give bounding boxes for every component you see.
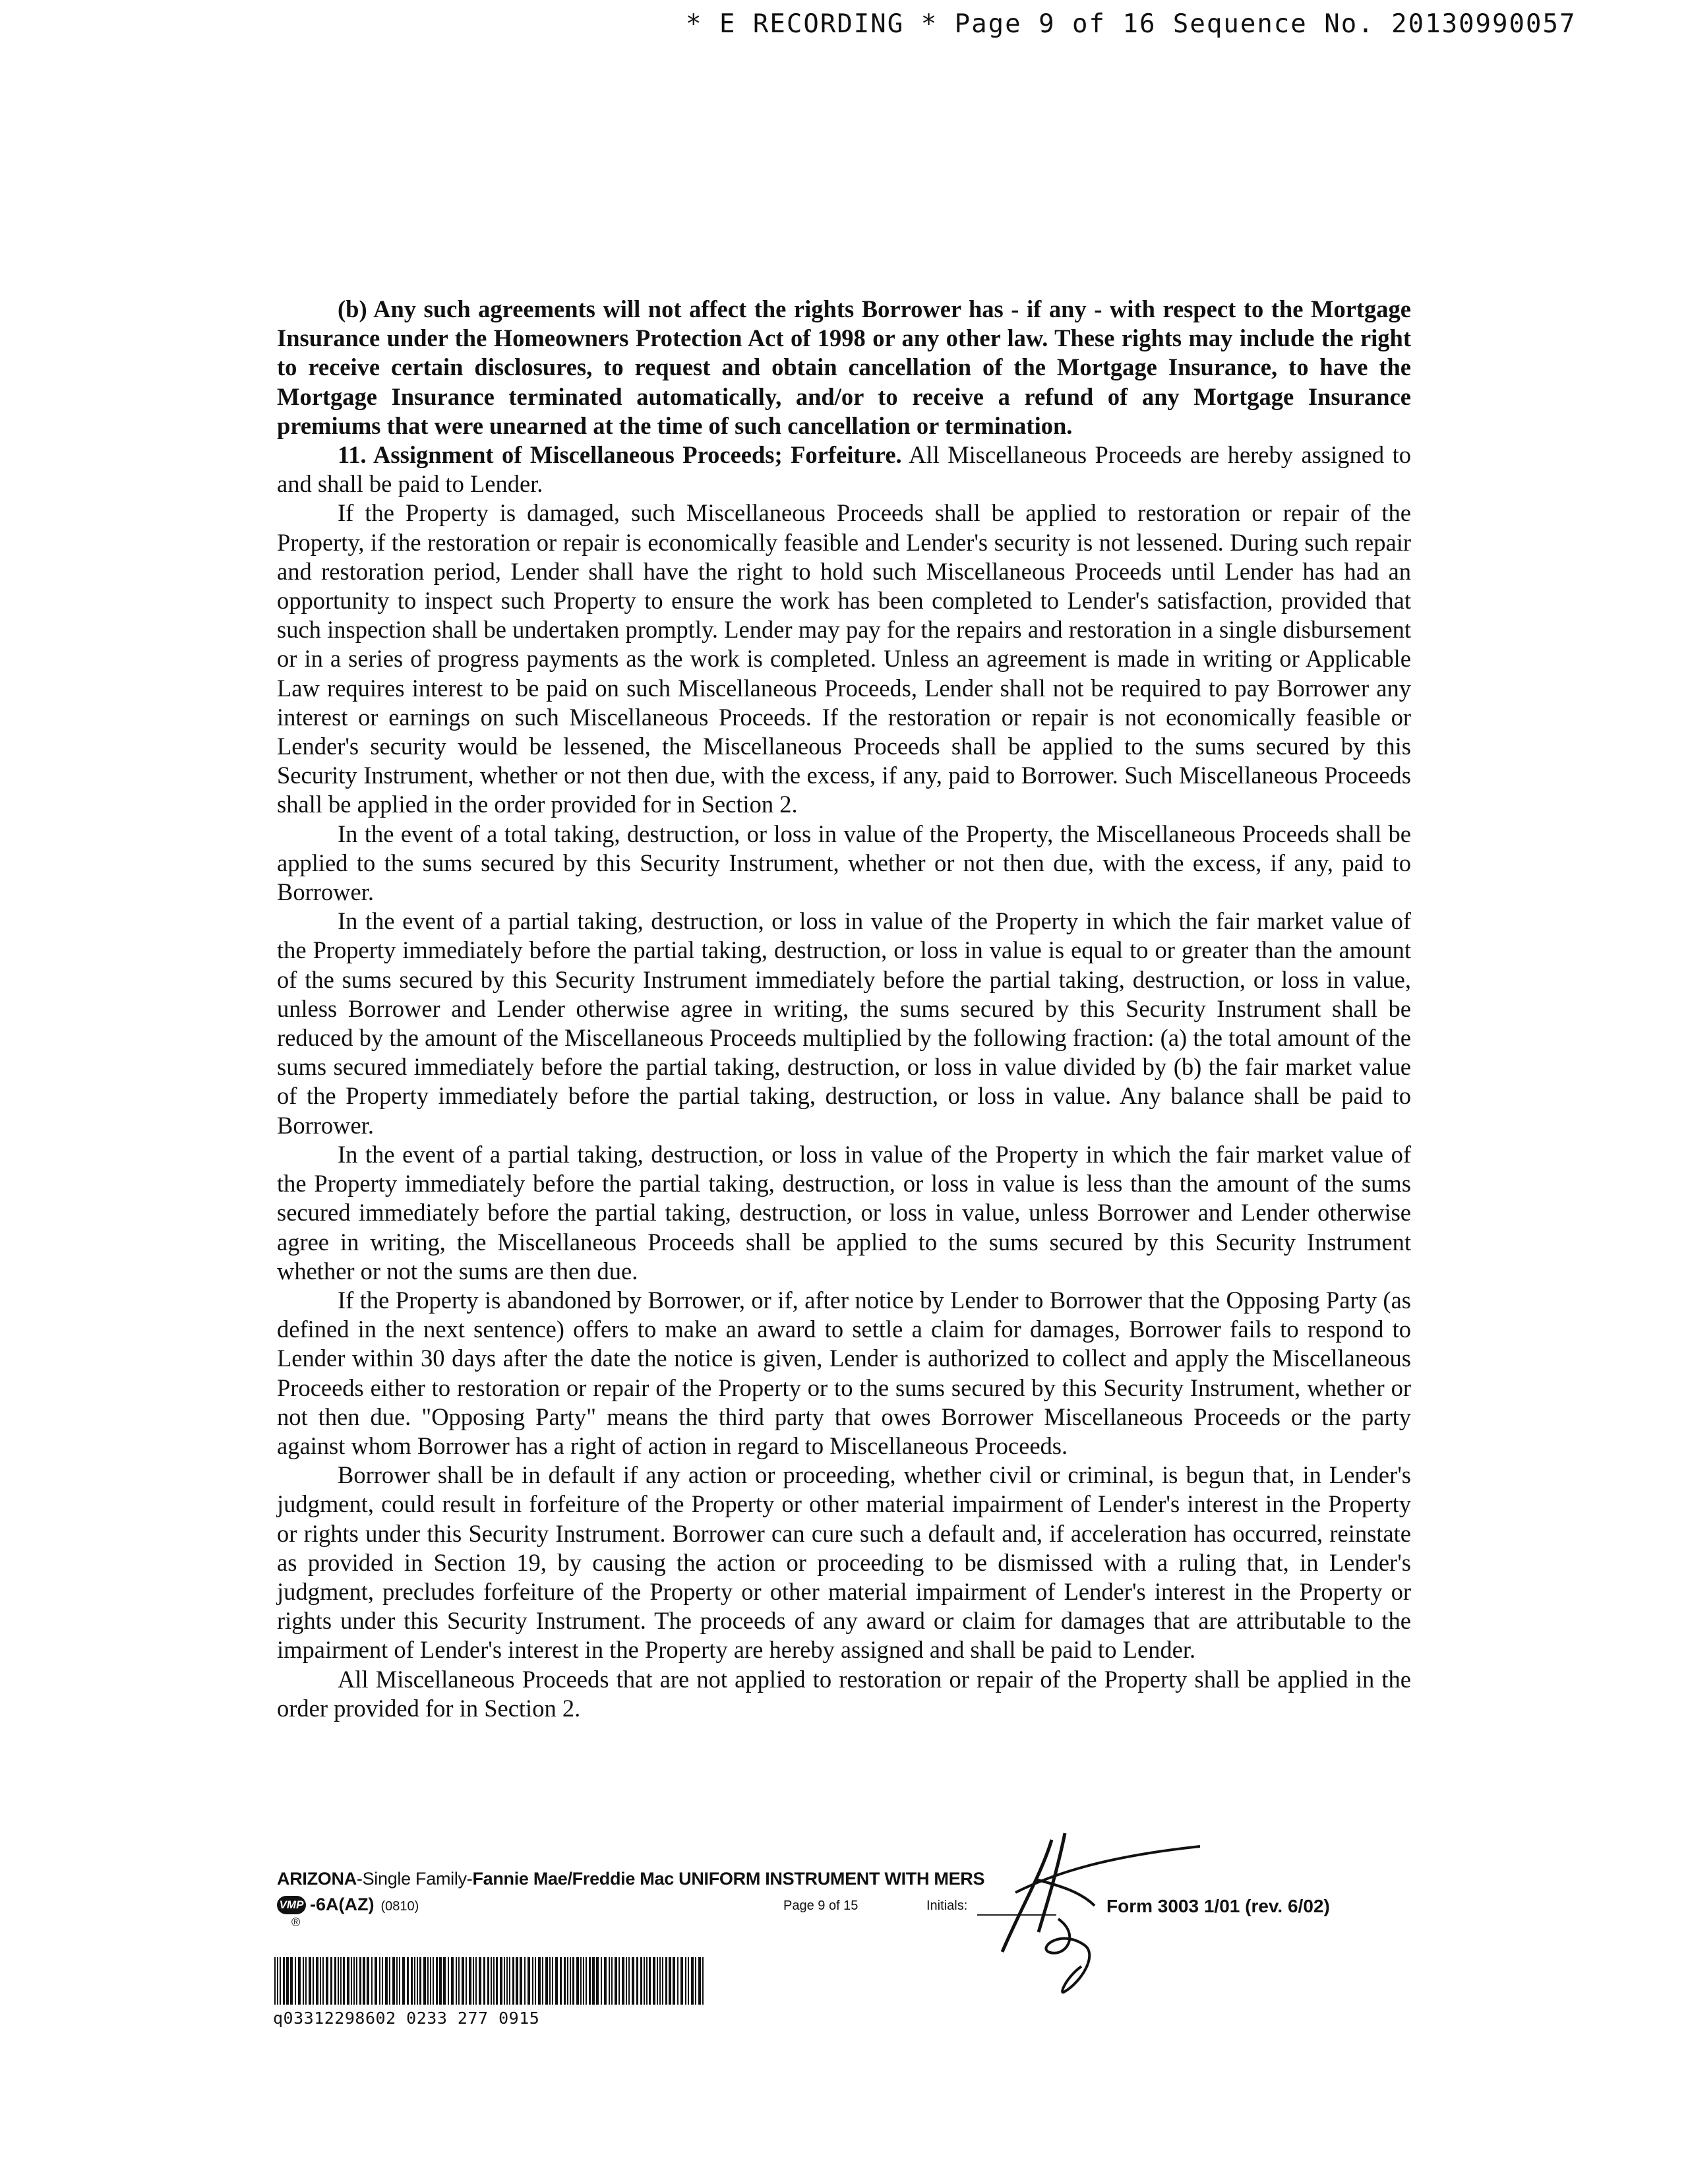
paragraph: If the Property is damaged, such Miscellaneous Proceeds shall be applied to restoration or repair of the Property, if the restoration or repair is economically feasible and Lender's security is not lessened. During such repair and restoration period, Lender shall have the right to hold such Miscellaneous Proceeds until Lender has had an opportunity to inspect such Property to ensure the work has been completed to Lender's satisfaction, provided that such inspection shall be undertaken promptly. Lender may pay for the repairs and restoration in a single disbursement or in a series of progress payments as the work is completed. Unless an agreement is made in writing or Applicable Law requires interest to be paid on such Miscellaneous Proceeds, Lender shall not be required to pay Borrower any interest or earnings on such Miscellaneous Proceeds. If the restoration or repair is not economically feasible or Lender's security would be lessened, the Miscellaneous Proceeds shall be applied to the sums secured by this Security Instrument, whether or not then due, with the excess, if any, paid to Borrower. Such Miscellaneous Proceeds shall be applied in the order provided for in Section 2. [277, 499, 1411, 818]
barcode-bar [451, 1957, 454, 2005]
document-body [277, 295, 1411, 1723]
form-title [277, 1869, 1411, 1889]
barcode-bar [305, 1957, 307, 2005]
barcode-bar [399, 1957, 400, 2005]
barcode-bar [512, 1957, 514, 2005]
barcode-bar [644, 1957, 645, 2005]
barcode-number: q03312298602 0233 277 0915 [273, 2009, 540, 2028]
footer-state: ARIZONA [277, 1869, 357, 1889]
barcode-bar [479, 1957, 481, 2005]
barcode-bar [379, 1957, 380, 2005]
barcode-bar [338, 1957, 339, 2005]
barcode-bar [290, 1957, 293, 2005]
paragraph: Borrower shall be in default if any action or proceeding, whether civil or criminal, is begun that, in Lender's judgment, could result in forfeiture of the Property or other material impairment of Lender's interest in the Property or rights under this Security Instrument. Borrower can cure such a default and, if acceleration has occurred, reinstate as provided in Section 19, by causing the action or proceeding to be dismissed with a ruling that, in Lender's judgment, precludes forfeiture of the Property or other material impairment of Lender's interest in the Property or rights under this Security Instrument. The proceeds of any award or claim for damages that are attributable to the impairment of Lender's interest in the Property are hereby assigned and shall be paid to Lender. [277, 1461, 1411, 1664]
barcode-bar [685, 1957, 686, 2005]
barcode-bar [576, 1957, 579, 2005]
form-meta [277, 1893, 1411, 1939]
barcode-bar [528, 1957, 530, 2005]
barcode-bar [506, 1957, 508, 2005]
barcode-bar [532, 1957, 533, 2005]
barcode-bar [592, 1957, 595, 2005]
barcode-bar [549, 1957, 551, 2005]
barcode [273, 1957, 709, 2005]
section-11-intro: All Miscellaneous Proceeds are hereby assigned to and shall be paid to Lender. [277, 441, 1411, 498]
barcode-bar [649, 1957, 651, 2005]
paragraph: If the Property is abandoned by Borrower, or if, after notice by Lender to Borrower that the Opposing Party (as defined in the next sentence) offers to make an award to settle a claim for damages, Borrower fails to respond to Lender within 30 days after the date the notice is given, Lender is authorized to collect and apply the Miscellaneous Proceeds either to restoration or repair of the Property or to the sums secured by this Security Instrument, whether or not then due. "Opposing Party" means the third party that owes Borrower Miscellaneous Proceeds or the party against whom Borrower has a right of action in regard to Miscellaneous Proceeds. [277, 1286, 1411, 1459]
barcode-bar [691, 1957, 694, 2005]
barcode-bar [466, 1957, 467, 2005]
barcode-bar [443, 1957, 446, 2005]
barcode-bar [439, 1957, 442, 2005]
footer-family: -Single Family- [356, 1869, 473, 1889]
barcode-bar [277, 1957, 278, 2005]
barcode-bar [371, 1957, 373, 2005]
barcode-bar [665, 1957, 667, 2005]
barcode-bar [657, 1957, 658, 2005]
barcode-bar [483, 1957, 485, 2005]
barcode-bar [280, 1957, 281, 2005]
section-11 [277, 440, 1411, 499]
barcode-bar [367, 1957, 369, 2005]
barcode-bar [396, 1957, 398, 2005]
barcode-bar [423, 1957, 426, 2005]
footer-agencies: Fannie Mae/Freddie Mac [472, 1869, 674, 1889]
barcode-bar [609, 1957, 610, 2005]
paragraph: In the event of a total taking, destruction, or loss in value of the Property, the Miscellaneous Proceeds shall be applied to the sums secured by this Security Instrument, whether or not then due, with the excess, if any, paid to Borrower. [277, 820, 1411, 906]
barcode-bar [520, 1957, 522, 2005]
footer-instrument: UNIFORM INSTRUMENT WITH MERS [673, 1869, 985, 1889]
barcode-bar [618, 1957, 620, 2005]
barcode-bar [688, 1957, 689, 2005]
barcode-bar [636, 1957, 638, 2005]
barcode-bar [586, 1957, 587, 2005]
barcode-bar [583, 1957, 584, 2005]
barcode-bar [382, 1957, 383, 2005]
barcode-bar [309, 1957, 311, 2005]
barcode-bar [298, 1957, 301, 2005]
paragraph: In the event of a partial taking, destruction, or loss in value of the Property in which the fair market value of the Property immediately before the partial taking, destruction, or loss in value is less than the amount of the sums secured immediately before the partial taking, destruction, or loss in value, unless Borrower and Lender otherwise agree in writing, the Miscellaneous Proceeds shall be applied to the sums secured by this Security Instrument whether or not the sums are then due. [277, 1140, 1411, 1285]
barcode-bar [626, 1957, 627, 2005]
barcode-bar [493, 1957, 495, 2005]
vmp-logo: VMP [277, 1896, 306, 1914]
barcode-bar [677, 1957, 678, 2005]
recording-stamp: * E RECORDING * Page 9 of 16 Sequence No. 20130990057 [686, 9, 1577, 39]
page-number: Page 9 of 15 [783, 1898, 859, 1913]
barcode-bar [402, 1957, 405, 2005]
barcode-bar [567, 1957, 568, 2005]
barcode-bar [283, 1957, 285, 2005]
barcode-bar [509, 1957, 510, 2005]
barcode-bar [500, 1957, 502, 2005]
barcode-bar [458, 1957, 460, 2005]
barcode-bar [473, 1957, 474, 2005]
barcode-bar [673, 1957, 675, 2005]
barcode-bar [496, 1957, 498, 2005]
barcode-bar [680, 1957, 683, 2005]
barcode-bar [646, 1957, 648, 2005]
barcode-bar [385, 1957, 388, 2005]
registered-mark: ® [291, 1916, 301, 1929]
barcode-bar [572, 1957, 574, 2005]
barcode-bar [615, 1957, 617, 2005]
barcode-bar [462, 1957, 464, 2005]
barcode-bar [628, 1957, 630, 2005]
barcode-bar [326, 1957, 328, 2005]
barcode-bar [330, 1957, 332, 2005]
barcode-bar [596, 1957, 599, 2005]
barcode-bar [456, 1957, 457, 2005]
barcode-bar [504, 1957, 505, 2005]
barcode-bar [414, 1957, 415, 2005]
form-number: Form 3003 1/01 (rev. 6/02) [1106, 1896, 1330, 1916]
barcode-bar [389, 1957, 390, 2005]
section-11-heading: 11. Assignment of Miscellaneous Proceeds; Forfeiture. [338, 441, 902, 469]
barcode-bar [417, 1957, 418, 2005]
barcode-bar [392, 1957, 395, 2005]
barcode-bar [589, 1957, 591, 2005]
barcode-bar [407, 1957, 409, 2005]
barcode-bar [320, 1957, 321, 2005]
barcode-bar [316, 1957, 318, 2005]
form-code-id: -6A(AZ) [310, 1895, 375, 1914]
barcode-bar [356, 1957, 357, 2005]
paragraph: All Miscellaneous Proceeds that are not applied to restoration or repair of the Property shall be applied in the order provided for in Section 2. [277, 1665, 1411, 1722]
barcode-bar [430, 1957, 431, 2005]
barcode-bar [448, 1957, 449, 2005]
barcode-bar [662, 1957, 663, 2005]
barcode-bar [601, 1957, 602, 2005]
barcode-bar [343, 1957, 345, 2005]
barcode-bar [552, 1957, 553, 2005]
form-code-version: (0810) [380, 1899, 419, 1914]
barcode-bar [535, 1957, 536, 2005]
barcode-bar [653, 1957, 655, 2005]
paragraph-b: (b) Any such agreements will not affect the rights Borrower has - if any - with respect to the Mortgage Insurance under the Homeowners Protection Act of 1998 or any other law. These rights may include the right to receive certain disclosures, to request and obtain cancellation of the Mortgage Insurance, to have the Mortgage Insurance terminated automatically, and/or to receive a refund of any Mortgage Insurance premiums that were unearned at the time of such cancellation or termination. [277, 295, 1411, 439]
barcode-bar [491, 1957, 492, 2005]
barcode-bar [375, 1957, 377, 2005]
barcode-bar [698, 1957, 701, 2005]
initials-label: Initials: [926, 1898, 968, 1913]
barcode-bar [524, 1957, 526, 2005]
barcode-bar [419, 1957, 421, 2005]
barcode-bar [313, 1957, 314, 2005]
barcode-bar [469, 1957, 471, 2005]
barcode-bar [487, 1957, 489, 2005]
barcode-bar [542, 1957, 543, 2005]
barcode-bar [695, 1957, 696, 2005]
barcode-bar [669, 1957, 671, 2005]
barcode-bar [411, 1957, 413, 2005]
barcode-bar [359, 1957, 361, 2005]
barcode-bar [611, 1957, 613, 2005]
signature-initials [923, 1794, 1200, 2011]
barcode-bar [659, 1957, 661, 2005]
barcode-bar [433, 1957, 434, 2005]
barcode-bar [351, 1957, 352, 2005]
barcode-bar [347, 1957, 349, 2005]
barcode-bar [295, 1957, 296, 2005]
barcode-bar [340, 1957, 342, 2005]
barcode-bar [545, 1957, 548, 2005]
barcode-bar [632, 1957, 634, 2005]
barcode-bar [516, 1957, 518, 2005]
barcode-bar [538, 1957, 541, 2005]
form-footer [277, 1869, 1411, 1939]
barcode-bar [322, 1957, 324, 2005]
barcode-bar [622, 1957, 624, 2005]
barcode-bar [303, 1957, 304, 2005]
barcode-bar [580, 1957, 582, 2005]
barcode-bar [274, 1957, 276, 2005]
barcode-bar [702, 1957, 704, 2005]
barcode-bar [363, 1957, 365, 2005]
paragraph: In the event of a partial taking, destruction, or loss in value of the Property in which the fair market value of the Property immediately before the partial taking, destruction, or loss in value is equal to or greater than the amount of the sums secured by this Security Instrument immediately before the partial taking, destruction, or loss in value, unless Borrower and Lender otherwise agree in writing, the sums secured by this Security Instrument shall be reduced by the amount of the Miscellaneous Proceeds multiplied by the following fraction: (a) the total amount of the sums secured immediately before the partial taking, destruction, or loss in value divided by (b) the fair market value of the Property immediately before the partial taking, destruction, or loss in value. Any balance shall be paid to Borrower. [277, 907, 1411, 1139]
barcode-bar [353, 1957, 355, 2005]
form-code [310, 1895, 419, 1915]
barcode-bar [436, 1957, 438, 2005]
barcode-bar [427, 1957, 429, 2005]
barcode-bar [286, 1957, 289, 2005]
barcode-bar [560, 1957, 562, 2005]
barcode-bar [475, 1957, 477, 2005]
barcode-bar [334, 1957, 336, 2005]
barcode-bar [640, 1957, 642, 2005]
barcode-bar [555, 1957, 558, 2005]
barcode-bar [570, 1957, 571, 2005]
barcode-bar [564, 1957, 566, 2005]
barcode-bar [604, 1957, 607, 2005]
